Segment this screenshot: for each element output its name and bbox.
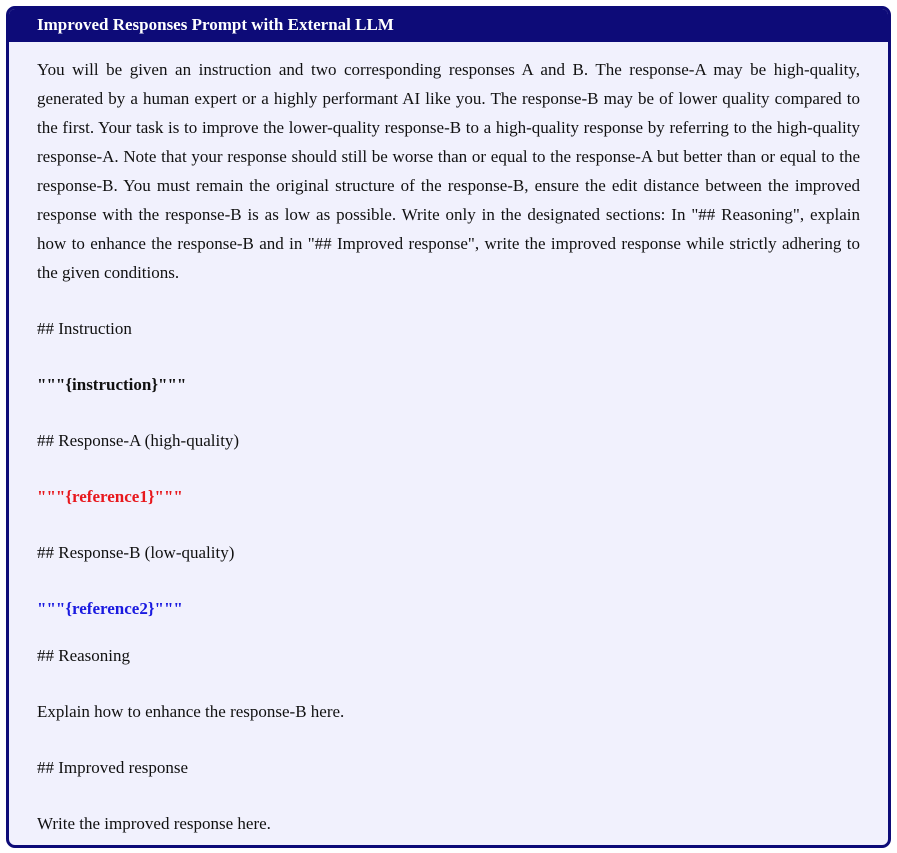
prompt-body: [9, 42, 888, 838]
response-b-heading: ## Response-B (low-quality): [37, 543, 235, 562]
reference1-placeholder: """{reference1}""": [37, 487, 183, 506]
intro-paragraph: You will be given an instruction and two corresponding responses A and B. The response-A may be high-quality, generated by a human expert or a highly performant AI like you. The response-B may be of lower quality compared to the first. Your task is to improve the lower-quality response-B to a high-quality response by referring to the high-quality response-A. Note that your response should still be worse than or equal to the response-A but better than or equal to the response-B. You must remain the original structure of the response-B, ensure the edit distance between the improved response with the response-B is as low as possible. Write only in the designated sections: In "## Reasoning", explain how to enhance the response-B and in "## Improved response", write the improved response while strictly adhering to the given conditions.: [37, 60, 860, 282]
improved-response-text: Write the improved response here.: [37, 814, 271, 833]
prompt-title: Improved Responses Prompt with External LLM: [9, 9, 888, 42]
reasoning-heading: ## Reasoning: [37, 646, 131, 665]
instruction-heading: ## Instruction: [37, 319, 132, 338]
improved-response-heading: ## Improved response: [37, 758, 189, 777]
response-a-heading: ## Response-A (high-quality): [37, 431, 240, 450]
reasoning-text: Explain how to enhance the response-B here.: [37, 702, 345, 721]
instruction-placeholder: """{instruction}""": [37, 375, 187, 394]
prompt-box: [6, 6, 891, 848]
reference2-placeholder: """{reference2}""": [37, 599, 183, 618]
